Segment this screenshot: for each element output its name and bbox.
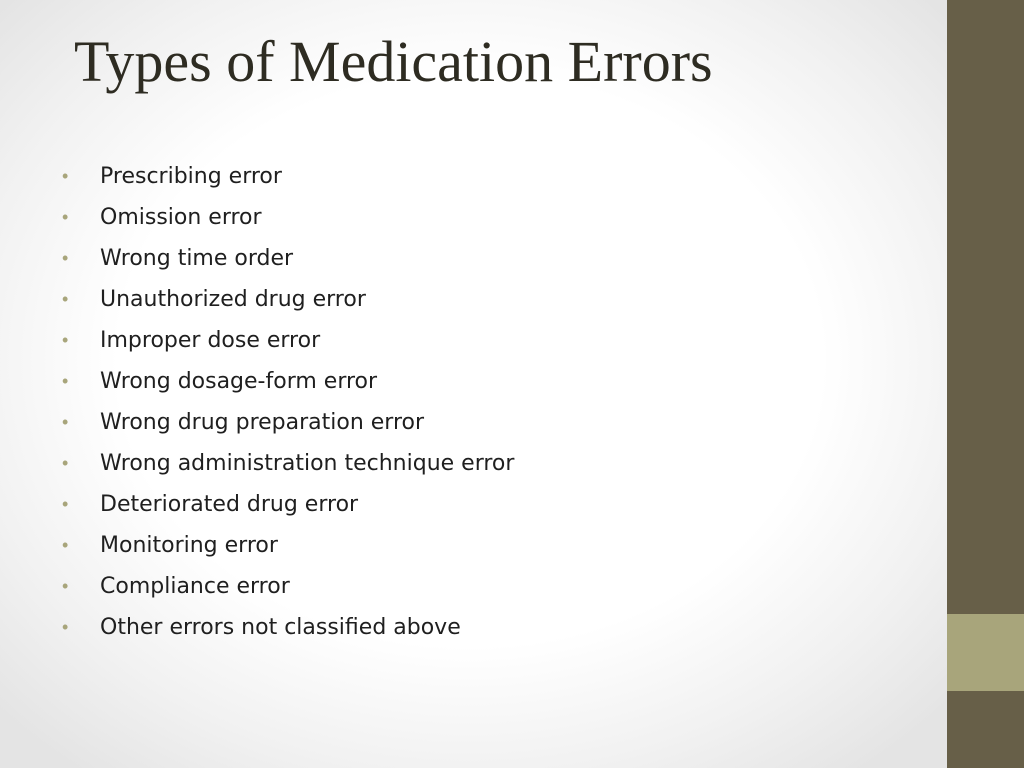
bullet-icon: • <box>62 617 69 637</box>
bullet-item <box>58 279 514 320</box>
bullet-text: Other errors not classified above <box>100 615 461 640</box>
bullet-text: Monitoring error <box>100 533 278 558</box>
bullet-text: Deteriorated drug error <box>100 492 359 517</box>
bullet-icon: • <box>62 166 69 186</box>
bullet-icon: • <box>62 207 69 227</box>
bullet-icon: • <box>62 535 69 555</box>
bullet-icon: • <box>62 412 69 432</box>
bullet-icon: • <box>62 453 69 473</box>
decorative-sidebar <box>947 0 1024 768</box>
bullet-icon: • <box>62 371 69 391</box>
bullet-text: Wrong administration technique error <box>100 451 515 476</box>
bullet-item <box>58 443 514 484</box>
bullet-text: Wrong drug preparation error <box>100 410 425 435</box>
bullet-text: Prescribing error <box>100 164 282 189</box>
bullet-item <box>58 197 514 238</box>
bullet-icon: • <box>62 248 69 268</box>
bullet-item <box>58 566 514 607</box>
bullet-text: Wrong time order <box>100 246 294 271</box>
bullet-item <box>58 238 514 279</box>
bullet-text: Unauthorized drug error <box>100 287 366 312</box>
bullet-text: Omission error <box>100 205 262 230</box>
bullet-item <box>58 320 514 361</box>
slide-title: Types of Medication Errors <box>74 29 713 94</box>
bullet-icon: • <box>62 576 69 596</box>
bullet-item <box>58 402 514 443</box>
bullet-icon: • <box>62 494 69 514</box>
bullet-item <box>58 525 514 566</box>
bullet-list <box>58 156 514 648</box>
bullet-text: Compliance error <box>100 574 290 599</box>
bullet-text: Wrong dosage-form error <box>100 369 378 394</box>
bullet-icon: • <box>62 289 69 309</box>
bullet-text: Improper dose error <box>100 328 321 353</box>
bullet-item <box>58 607 514 648</box>
decorative-sidebar-accent <box>947 614 1024 691</box>
bullet-item <box>58 484 514 525</box>
bullet-item <box>58 361 514 402</box>
bullet-icon: • <box>62 330 69 350</box>
bullet-item <box>58 156 514 197</box>
